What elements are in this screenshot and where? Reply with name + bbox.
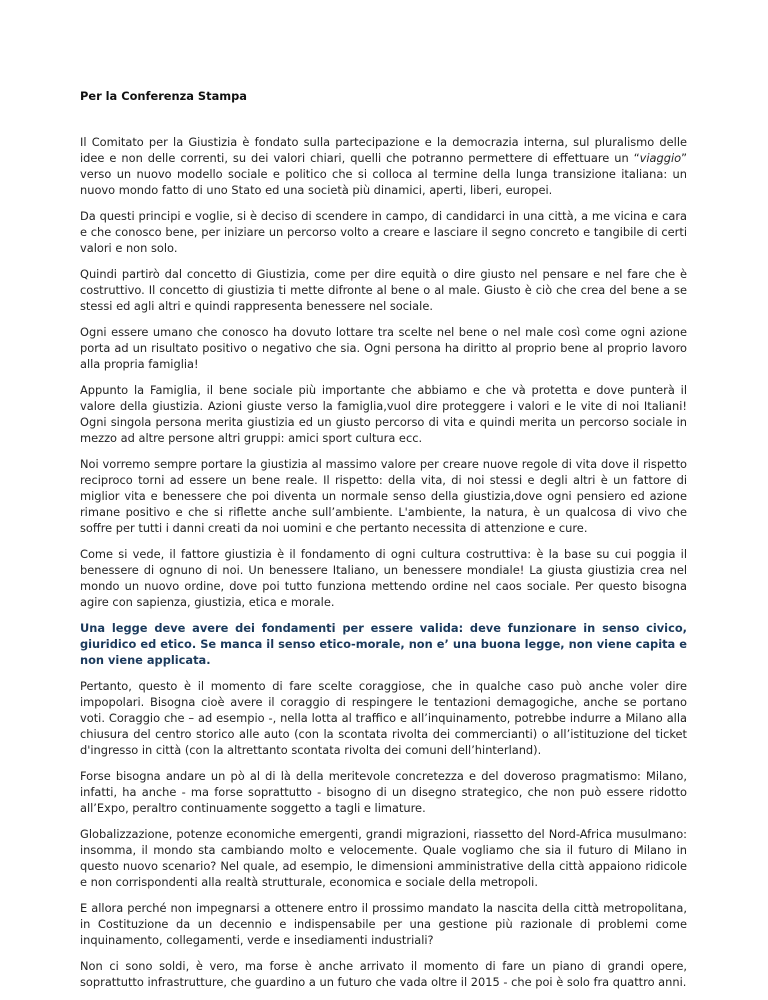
paragraph: Da questi principi e voglie, si è deciso di scendere in campo, di candidarci in una città, a me vicina e cara e che conosco bene, per iniziare un percorso volto a creare e lasciare il segno concreto e tangibile di certi valori e non solo. — [80, 209, 687, 255]
paragraph: Quindi partirò dal concetto di Giustizia, come per dire equità o dire giusto nel pensare e nel fare che è costruttivo. Il concetto di giustizia ti mette difronte al bene o al male. Giusto è ciò che crea del bene a se stessi ed agli altri e quindi rappresenta benessere nel sociale. — [80, 267, 687, 313]
paragraph: Ogni essere umano che conosco ha dovuto lottare tra scelte nel bene o nel male così come ogni azione porta ad un risultato positivo o negativo che sia. Ogni persona ha diritto al proprio bene al proprio lavoro alla propria famiglia! — [80, 325, 687, 371]
paragraph: Forse bisogna andare un pò al di là della meritevole concretezza e del doveroso pragmatismo: Milano, infatti, ha anche - ma forse soprattutto - bisogno di un disegno strategico, che non può essere ridotto all’Expo, peraltro continuamente soggetto a tagli e limature. — [80, 769, 687, 815]
emphasis-paragraph: Una legge deve avere dei fondamenti per essere valida: deve funzionare in senso civico, giuridico ed etico. Se manca il senso etico-morale, non e’ una buona legge, non viene capita e non viene applicata. — [80, 621, 687, 667]
paragraph: Appunto la Famiglia, il bene sociale più importante che abbiamo e che và protetta e dove punterà il valore della giustizia. Azioni giuste verso la famiglia,vuol dire proteggere i valori e le vite di noi Italiani! Ogni singola persona merita giustizia ed un giusto percorso di vita e quindi merita un percorso sociale in mezzo ad altre persone altri gruppi: amici sport cultura ecc. — [80, 383, 687, 445]
paragraph-intro — [80, 134, 687, 198]
paragraph: E allora perché non impegnarsi a ottenere entro il prossimo mandato la nascita della città metropolitana, in Costituzione da un decennio e indispensabile per una gestione più razionale di problemi come inquinamento, collegamenti, verde e insediamenti industriali? — [80, 901, 687, 947]
paragraph: Pertanto, questo è il momento di fare scelte coraggiose, che in qualche caso può anche voler dire impopolari. Bisogna cioè avere il coraggio di respingere le tentazioni demagogiche, anche se portano voti. Coraggio che – ad esempio -, nella lotta al traffico e all’inquinamento, potrebbe indurre a Milano alla chiusura del centro storico alle auto (con la scontata rivolta dei commercianti) o all’istituzione del ticket d'ingresso in città (con la altrettanto scontata rivolta dei comuni dell’hinterland). — [80, 679, 687, 757]
paragraph: Noi vorremo sempre portare la giustizia al massimo valore per creare nuove regole di vita dove il rispetto reciproco torni ad essere un bene reale. Il rispetto: della vita, di noi stessi e degli altri è un fattore di miglior vita e benessere che poi diventa un normale senso della giustizia,dove ogni pensiero ed azione rimane positivo e che si riflette anche sull’ambiente. L'ambiente, la natura, è un qualcosa di vivo che soffre per tutti i danni creati da noi uomini e che pertanto necessita di attenzione e cure. — [80, 457, 687, 535]
intro-text-end: ” verso un nuovo modello sociale e politico che si colloca al termine della lunga transizione italiana: un nuovo mondo fatto di uno Stato ed una società più dinamici, aperti, liberi, europei. — [80, 151, 687, 197]
document-title: Per la Conferenza Stampa — [80, 89, 247, 103]
document-page — [80, 88, 687, 1000]
intro-italic-word: viaggio — [639, 151, 682, 165]
paragraph: Non ci sono soldi, è vero, ma forse è anche arrivato il momento di fare un piano di grandi opere, soprattutto infrastrutture, che guardino a un futuro che vada oltre il 2015 - che poi è solo fra quattro anni. — [80, 959, 687, 989]
intro-text-start: Il Comitato per la Giustizia è fondato sulla partecipazione e la democrazia interna, sul pluralismo delle idee e non delle correnti, su dei valori chiari, quelli che potranno permettere di effettuare un “ — [80, 135, 687, 165]
paragraph: Come si vede, il fattore giustizia è il fondamento di ogni cultura costruttiva: è la base su cui poggia il benessere di ognuno di noi. Un benessere Italiano, un benessere mondiale! La giusta giustizia crea nel mondo un nuovo ordine, dove poi tutto funziona mettendo ordine nel caos sociale. Per questo bisogna agire con sapienza, giustizia, etica e morale. — [80, 547, 687, 609]
paragraph: Globalizzazione, potenze economiche emergenti, grandi migrazioni, riassetto del Nord-Africa musulmano: insomma, il mondo sta cambiando molto e velocemente. Quale vogliamo che sia il futuro di Milano in questo nuovo scenario? Nel quale, ad esempio, le dimensioni amministrative della città appaiono ridicole e non corrispondenti alla realtà strutturale, economica e sociale della metropoli. — [80, 827, 687, 889]
